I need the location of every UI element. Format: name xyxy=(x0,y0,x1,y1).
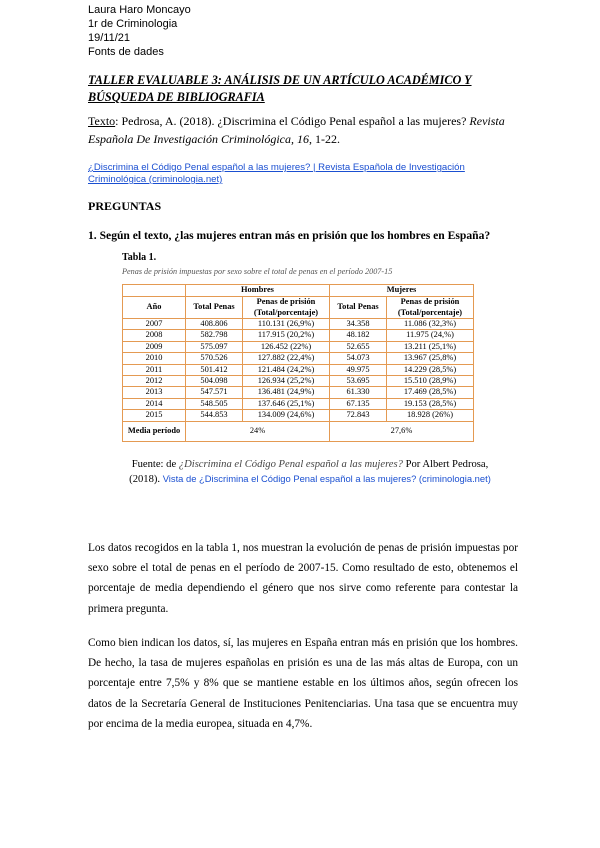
table-source xyxy=(100,458,520,487)
table-cell: 134.009 (24,6%) xyxy=(243,410,330,421)
table-cell: 121.484 (24,2%) xyxy=(243,364,330,375)
table-cell: 18.928 (26%) xyxy=(387,410,474,421)
table-cell: 48.182 xyxy=(330,330,387,341)
table-cell: 11.086 (32,3%) xyxy=(387,319,474,330)
document-title: TALLER EVALUABLE 3: ANÁLISIS DE UN ARTÍCULO ACADÉMICO Y BÚSQUEDA DE BIBLIOGRAFIA xyxy=(88,73,472,104)
table-cell: 136.481 (24,9%) xyxy=(243,387,330,398)
table-column-header-row xyxy=(123,297,474,319)
table-cell: 61.330 xyxy=(330,387,387,398)
question-1: 1. Según el texto, ¿las mujeres entran más en prisión que los hombres en España? xyxy=(88,229,491,242)
table-cell: 34.358 xyxy=(330,319,387,330)
prison-sentences-table xyxy=(122,284,474,442)
source-prefix: Fuente: de xyxy=(131,459,179,470)
table-cell: 2013 xyxy=(123,387,186,398)
table-row xyxy=(123,376,474,387)
table-cell: 126.452 (22%) xyxy=(243,341,330,352)
source-title: ¿Discrimina el Código Penal español a las mujeres? xyxy=(178,459,403,470)
table-cell: 14.229 (28,5%) xyxy=(387,364,474,375)
table-body xyxy=(123,319,474,422)
column-header-prision-mujeres: Penas de prisión (Total/porcentaje) xyxy=(387,297,474,319)
source-author: Por Albert Pedrosa, xyxy=(402,459,489,470)
table-title: Tabla 1. xyxy=(122,252,157,263)
citation-pages: , 1-22. xyxy=(308,132,340,146)
texto-label: Texto xyxy=(88,114,116,128)
table-cell: 49.975 xyxy=(330,364,387,375)
column-header-ano: Año xyxy=(123,297,186,319)
table-cell: 2015 xyxy=(123,410,186,421)
table-cell: 570.526 xyxy=(186,353,243,364)
table-cell: 582.798 xyxy=(186,330,243,341)
table-cell: 15.510 (28,9%) xyxy=(387,376,474,387)
table-group-header-row xyxy=(123,285,474,297)
table-cell: 127.882 (22,4%) xyxy=(243,353,330,364)
media-mujeres: 27,6% xyxy=(330,421,474,441)
paragraph-1: Los datos recogidos en la tabla 1, nos muestran la evolución de penas de prisión impuestas por sexo sobre el total de penas en el período de 2007-15. Como resultado de esto, obtenemos el porcentaje de media dependiendo el género que nos sirve como referente para contestar la primera pregunta. xyxy=(88,542,518,615)
table-cell: 2009 xyxy=(123,341,186,352)
table-cell: 53.695 xyxy=(330,376,387,387)
table-cell: 137.646 (25,1%) xyxy=(243,398,330,409)
table-row xyxy=(123,410,474,421)
group-header-hombres: Hombres xyxy=(186,285,330,297)
table-cell: 2011 xyxy=(123,364,186,375)
table-cell: 117.915 (20,2%) xyxy=(243,330,330,341)
text-citation xyxy=(88,112,518,148)
group-header-mujeres: Mujeres xyxy=(330,285,474,297)
subject-name: Fonts de dades xyxy=(88,46,164,58)
table-cell: 54.073 xyxy=(330,353,387,364)
table-cell: 110.131 (26,9%) xyxy=(243,319,330,330)
article-link[interactable]: ¿Discrimina el Código Penal español a las mujeres? | Revista Española de Investigación Criminológica (criminologia.net) xyxy=(88,162,465,185)
table-cell: 126.934 (25,2%) xyxy=(243,376,330,387)
empty-header-cell xyxy=(123,285,186,297)
table-cell: 11.975 (24,%) xyxy=(387,330,474,341)
table-row xyxy=(123,330,474,341)
section-heading-preguntas: PREGUNTAS xyxy=(88,199,162,213)
journal-name: Revista Española De Investigación Criminológica, 16 xyxy=(88,114,505,146)
table-cell: 547.571 xyxy=(186,387,243,398)
table-cell: 17.469 (28,5%) xyxy=(387,387,474,398)
table-cell: 544.853 xyxy=(186,410,243,421)
table-cell: 501.412 xyxy=(186,364,243,375)
table-row xyxy=(123,319,474,330)
paragraph-2: Como bien indican los datos, sí, las mujeres en España entran más en prisión que los hombres. De hecho, la tasa de mujeres españolas en prisión es una de las más altas de Europa, con un porcentaje entre 7,5% y 8% que se mantiene estable en los últimos años, según ofrecen los datos de la Secretaría General de Instituciones Penitenciarias. Una tasa que se encuentra muy por encima de la media europea, situada en 4,7%. xyxy=(88,637,518,730)
table-cell: 504.098 xyxy=(186,376,243,387)
author-name: Laura Haro Moncayo xyxy=(88,4,191,16)
table-cell: 2012 xyxy=(123,376,186,387)
citation-body: : Pedrosa, A. (2018). ¿Discrimina el Código Penal español a las mujeres? xyxy=(115,114,470,128)
table-subtitle: Penas de prisión impuestas por sexo sobre el total de penas en el período 2007-15 xyxy=(122,267,393,276)
media-hombres: 24% xyxy=(186,421,330,441)
table-cell: 13.211 (25,1%) xyxy=(387,341,474,352)
table-cell: 52.655 xyxy=(330,341,387,352)
table-row xyxy=(123,387,474,398)
column-header-total-penas-mujeres: Total Penas xyxy=(330,297,387,319)
table-cell: 2014 xyxy=(123,398,186,409)
column-header-prision-hombres: Penas de prisión (Total/porcentaje) xyxy=(243,297,330,319)
table-row xyxy=(123,364,474,375)
source-year: (2018). xyxy=(129,474,163,485)
table-cell: 2008 xyxy=(123,330,186,341)
table-media-row xyxy=(123,421,474,441)
table-row xyxy=(123,398,474,409)
document-date: 19/11/21 xyxy=(88,32,131,44)
media-label: Media período xyxy=(123,421,186,441)
table-cell: 13.967 (25,8%) xyxy=(387,353,474,364)
table-cell: 408.806 xyxy=(186,319,243,330)
course-name: 1r de Criminologia xyxy=(88,18,178,30)
table-cell: 19.153 (28,5%) xyxy=(387,398,474,409)
table-cell: 548.505 xyxy=(186,398,243,409)
table-cell: 2007 xyxy=(123,319,186,330)
source-link[interactable]: Vista de ¿Discrimina el Código Penal español a las mujeres? (criminologia.net) xyxy=(162,473,491,484)
table-cell: 2010 xyxy=(123,353,186,364)
table-cell: 67.135 xyxy=(330,398,387,409)
table-row xyxy=(123,353,474,364)
column-header-total-penas-hombres: Total Penas xyxy=(186,297,243,319)
table-cell: 72.843 xyxy=(330,410,387,421)
table-cell: 575.097 xyxy=(186,341,243,352)
table-row xyxy=(123,341,474,352)
